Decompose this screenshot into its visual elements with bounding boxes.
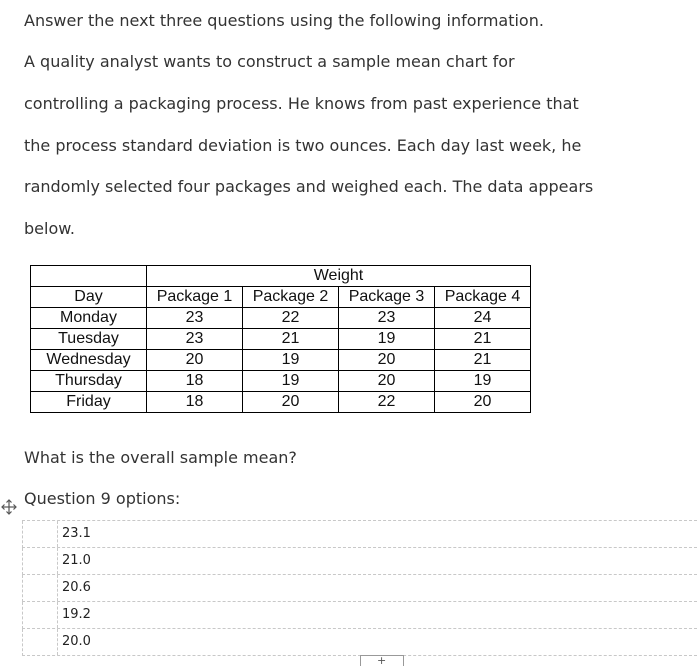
table-row [31, 350, 531, 371]
header-day: Day [31, 287, 147, 308]
header-package-2: Package 2 [243, 287, 339, 308]
option-label: 21.0 [57, 548, 91, 574]
table-row [31, 308, 531, 329]
cell-value: 20 [435, 392, 531, 413]
cell-value: 19 [243, 350, 339, 371]
table-group-header-row [31, 266, 531, 287]
header-package-4: Package 4 [435, 287, 531, 308]
option-row[interactable] [22, 602, 697, 629]
plus-icon: + [377, 654, 387, 667]
cell-value: 21 [435, 350, 531, 371]
intro-line-5: randomly selected four packages and weighed each. The data appears [24, 177, 594, 196]
move-icon[interactable] [0, 498, 18, 516]
options-list [22, 520, 697, 656]
option-label: 23.1 [57, 521, 91, 547]
cell-value: 18 [147, 371, 243, 392]
table-row [31, 329, 531, 350]
cell-value: 19 [339, 329, 435, 350]
cell-value: 19 [435, 371, 531, 392]
cell-value: 19 [243, 371, 339, 392]
cell-value: 23 [147, 308, 243, 329]
cell-day: Monday [31, 308, 147, 329]
option-label: 20.0 [57, 629, 91, 655]
cell-value: 20 [147, 350, 243, 371]
intro-line-1: Answer the next three questions using the following information. [24, 11, 544, 30]
cell-value: 21 [435, 329, 531, 350]
option-row[interactable] [22, 548, 697, 575]
cell-value: 22 [243, 308, 339, 329]
intro-line-3: controlling a packaging process. He knows from past experience that [24, 94, 579, 113]
cell-value: 23 [147, 329, 243, 350]
cell-value: 21 [243, 329, 339, 350]
cell-value: 24 [435, 308, 531, 329]
cell-value: 22 [339, 392, 435, 413]
header-package-3: Package 3 [339, 287, 435, 308]
intro-line-2: A quality analyst wants to construct a sample mean chart for [24, 52, 515, 71]
header-package-1: Package 1 [147, 287, 243, 308]
cell-value: 20 [339, 371, 435, 392]
option-label: 19.2 [57, 602, 91, 628]
cell-day: Friday [31, 392, 147, 413]
options-title: Question 9 options: [24, 489, 181, 508]
cell-value: 23 [339, 308, 435, 329]
table-row [31, 371, 531, 392]
weight-group-header: Weight [147, 266, 531, 287]
table-corner-cell [31, 266, 147, 287]
cell-day: Tuesday [31, 329, 147, 350]
cell-value: 20 [243, 392, 339, 413]
add-row-handle[interactable] [360, 655, 404, 666]
cell-day: Thursday [31, 371, 147, 392]
option-row[interactable] [22, 521, 697, 548]
cell-value: 18 [147, 392, 243, 413]
weight-table [30, 265, 531, 413]
intro-line-4: the process standard deviation is two ounces. Each day last week, he [24, 136, 582, 155]
table-row [31, 392, 531, 413]
option-row[interactable] [22, 629, 697, 656]
question-text: What is the overall sample mean? [24, 448, 297, 467]
table-header-row [31, 287, 531, 308]
cell-day: Wednesday [31, 350, 147, 371]
option-row[interactable] [22, 575, 697, 602]
cell-value: 20 [339, 350, 435, 371]
option-label: 20.6 [57, 575, 91, 601]
intro-line-6: below. [24, 219, 75, 238]
